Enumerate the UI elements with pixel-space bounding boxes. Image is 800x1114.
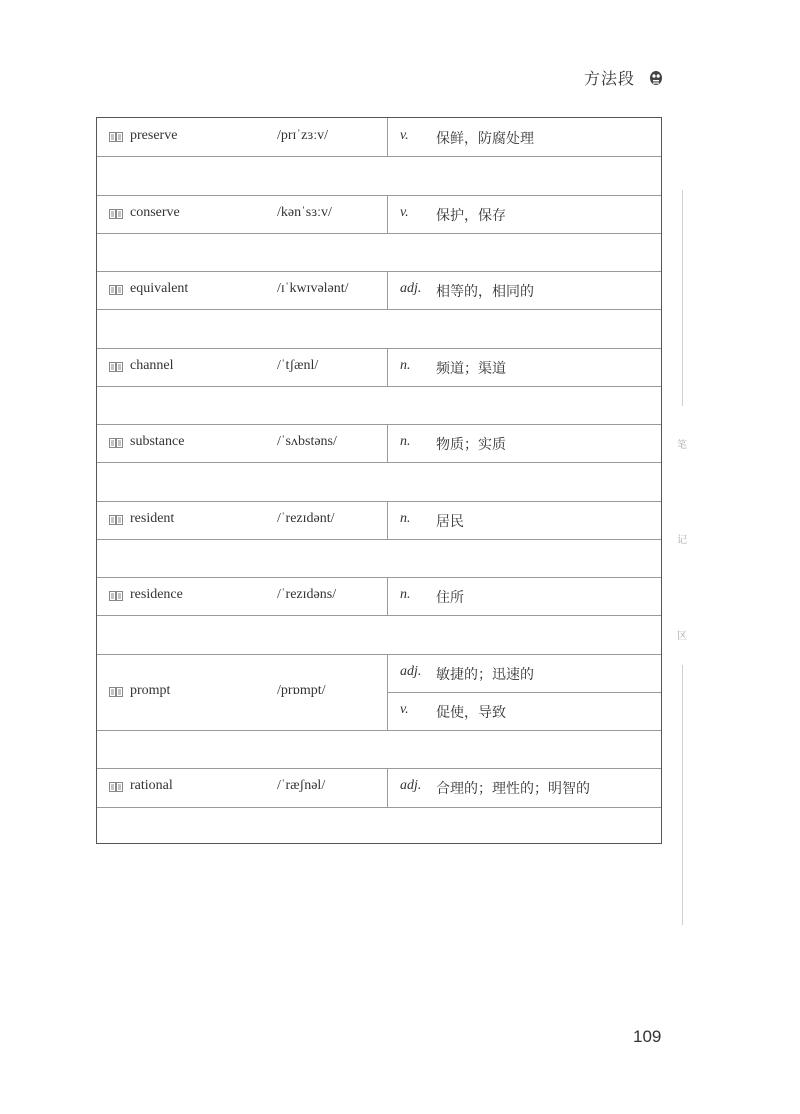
vocab-row (97, 271, 661, 309)
vocabulary-table (96, 117, 662, 844)
vocab-row (97, 348, 661, 386)
vocab-meaning: 住所 (436, 590, 464, 607)
blank-note-row[interactable] (97, 539, 661, 577)
vocab-meaning: 居民 (436, 513, 464, 530)
vocab-phonetic: /ˈrezɪdənt/ (277, 510, 335, 526)
blank-note-row[interactable] (97, 730, 661, 768)
vocab-phonetic: /ɪˈkwɪvələnt/ (277, 281, 349, 297)
blank-note-row[interactable] (97, 386, 661, 424)
vocab-phonetic: /ˈsʌbstəns/ (277, 434, 337, 450)
vocab-meaning: 敏捷的；迅速的 (436, 666, 534, 683)
vocab-word: resident (130, 510, 175, 526)
vocab-meaning: 保鲜，防腐处理 (436, 131, 534, 148)
vocab-word: residence (130, 587, 183, 603)
vocab-meaning: 相等的，相同的 (436, 284, 534, 301)
book-icon (109, 362, 123, 372)
part-of-speech: n. (400, 587, 411, 603)
book-icon (109, 209, 123, 219)
vocab-row (97, 424, 661, 462)
vocab-word: rational (130, 778, 173, 794)
vocab-phonetic: /prɪˈzɜːv/ (277, 128, 328, 144)
part-of-speech: v. (400, 204, 409, 220)
notes-label-char: 记 (677, 535, 687, 546)
vocab-word: conserve (130, 204, 180, 220)
part-of-speech: n. (400, 434, 411, 450)
vocab-row (97, 577, 661, 615)
book-icon (109, 285, 123, 295)
part-of-speech: v. (400, 701, 409, 717)
part-of-speech: adj. (400, 778, 422, 794)
blank-note-row[interactable] (97, 233, 661, 271)
vocab-row (97, 768, 661, 806)
chapter-header (584, 66, 663, 89)
part-of-speech: adj. (400, 281, 422, 297)
book-icon (109, 438, 123, 448)
vocab-word: substance (130, 434, 185, 450)
column-divider (387, 501, 388, 539)
column-divider (387, 118, 388, 156)
vocab-meaning: 促使，导致 (436, 704, 506, 721)
vocab-meaning: 频道；渠道 (436, 360, 506, 377)
column-divider (387, 577, 388, 615)
vocab-phonetic: /prɒmpt/ (277, 682, 326, 698)
column-divider (387, 271, 388, 309)
notes-divider-bottom (682, 665, 683, 925)
blank-note-row[interactable] (97, 807, 661, 845)
notes-label-char: 笔 (677, 440, 687, 451)
vocab-word: equivalent (130, 281, 189, 297)
book-icon (109, 591, 123, 601)
chapter-title: 方法段 (584, 69, 636, 88)
blank-note-row[interactable] (97, 615, 661, 653)
book-icon (109, 782, 123, 792)
column-divider (387, 348, 388, 386)
column-divider (387, 424, 388, 462)
column-divider (387, 195, 388, 233)
part-of-speech: adj. (400, 663, 422, 679)
vocab-word: preserve (130, 128, 178, 144)
book-icon (109, 515, 123, 525)
blank-note-row[interactable] (97, 156, 661, 194)
sense-divider (387, 692, 661, 693)
vocab-phonetic: /ˈtʃænl/ (277, 357, 319, 373)
vocab-phonetic: /ˈræʃnəl/ (277, 778, 326, 794)
vocab-meaning: 保护，保存 (436, 207, 506, 224)
notes-label-char: 区 (677, 631, 687, 642)
vocab-phonetic: /ˈrezɪdəns/ (277, 587, 337, 603)
blank-note-row[interactable] (97, 309, 661, 347)
vocab-row (97, 195, 661, 233)
vocab-phonetic: /kənˈsɜːv/ (277, 204, 332, 220)
mascot-icon (649, 70, 663, 86)
vocab-row (97, 501, 661, 539)
part-of-speech: n. (400, 357, 411, 373)
column-divider (387, 768, 388, 806)
vocab-meaning: 合理的；理性的；明智的 (436, 781, 590, 798)
vocab-word: prompt (130, 682, 171, 698)
book-icon (109, 687, 123, 697)
notes-divider-top (682, 190, 683, 406)
part-of-speech: v. (400, 128, 409, 144)
vocab-row (97, 654, 661, 731)
vocab-meaning: 物质；实质 (436, 437, 506, 454)
vocab-row (97, 118, 661, 156)
book-icon (109, 132, 123, 142)
part-of-speech: n. (400, 510, 411, 526)
page-number: 109 (633, 1027, 662, 1046)
blank-note-row[interactable] (97, 462, 661, 500)
vocab-word: channel (130, 357, 174, 373)
